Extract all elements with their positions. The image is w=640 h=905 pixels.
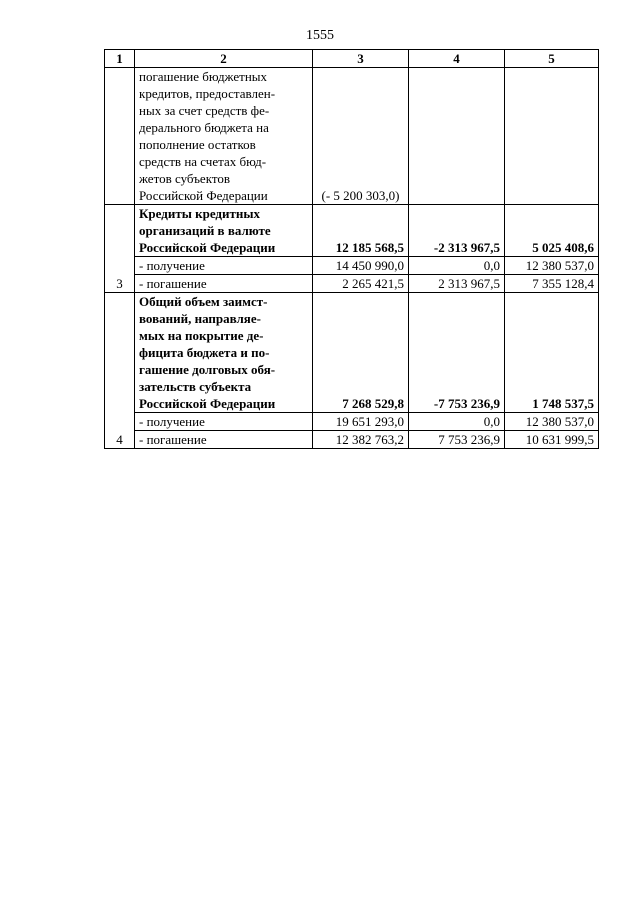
value-col-5: 1 748 537,5 bbox=[505, 293, 599, 413]
header-col-4: 4 bbox=[409, 50, 505, 68]
label-line: зательств субъекта bbox=[139, 379, 252, 394]
label-line: кредитов, предоставлен- bbox=[139, 86, 276, 101]
value-col-3: 19 651 293,0 bbox=[313, 413, 409, 431]
sub-row-label: - погашение bbox=[135, 275, 313, 293]
label-line: Российской Федерации bbox=[139, 240, 276, 255]
label-line: жетов субъектов bbox=[139, 171, 230, 186]
header-col-2: 2 bbox=[135, 50, 313, 68]
row-number bbox=[105, 68, 135, 205]
label-line: вований, направляе- bbox=[139, 311, 261, 326]
value-col-5: 12 380 537,0 bbox=[505, 413, 599, 431]
value-col-4: 7 753 236,9 bbox=[409, 431, 505, 449]
label-line: Общий объем заимст- bbox=[139, 294, 268, 309]
header-col-5: 5 bbox=[505, 50, 599, 68]
label-line: погашение бюджетных bbox=[139, 69, 268, 84]
label-line: мых на покрытие де- bbox=[139, 328, 264, 343]
row-number: 4 bbox=[105, 293, 135, 449]
value-col-5: 7 355 128,4 bbox=[505, 275, 599, 293]
label-line: Российской Федерации bbox=[139, 188, 268, 203]
row-number: 3 bbox=[105, 205, 135, 293]
value-col-3: 7 268 529,8 bbox=[313, 293, 409, 413]
label-line: Кредиты кредитных bbox=[139, 206, 261, 221]
sub-row-label: - получение bbox=[135, 257, 313, 275]
header-col-3: 3 bbox=[313, 50, 409, 68]
table-row-4-repayment bbox=[105, 431, 599, 449]
label-line: ных за счет средств фе- bbox=[139, 103, 270, 118]
table-row-4-receipt bbox=[105, 413, 599, 431]
table-row-3 bbox=[105, 205, 599, 257]
value-col-3: 14 450 990,0 bbox=[313, 257, 409, 275]
value-col-4: 0,0 bbox=[409, 413, 505, 431]
value-col-3: (- 5 200 303,0) bbox=[313, 68, 409, 205]
label-line: дерального бюджета на bbox=[139, 120, 269, 135]
sub-row-label: - получение bbox=[135, 413, 313, 431]
value-col-4 bbox=[409, 68, 505, 205]
row-label bbox=[135, 205, 313, 257]
row-label bbox=[135, 293, 313, 413]
label-line: Российской Федерации bbox=[139, 396, 276, 411]
table-row-continuation bbox=[105, 68, 599, 205]
value-col-4: 0,0 bbox=[409, 257, 505, 275]
page-number: 1555 bbox=[306, 28, 334, 43]
label-line: гашение долговых обя- bbox=[139, 362, 276, 377]
table-row-3-repayment bbox=[105, 275, 599, 293]
value-col-3: 12 185 568,5 bbox=[313, 205, 409, 257]
label-line: фицита бюджета и по- bbox=[139, 345, 270, 360]
value-col-4: -2 313 967,5 bbox=[409, 205, 505, 257]
value-col-3: 12 382 763,2 bbox=[313, 431, 409, 449]
row-label bbox=[135, 68, 313, 205]
value-col-5: 5 025 408,6 bbox=[505, 205, 599, 257]
value-col-4: -7 753 236,9 bbox=[409, 293, 505, 413]
budget-table bbox=[104, 49, 599, 449]
table-row-4 bbox=[105, 293, 599, 413]
value-col-5: 10 631 999,5 bbox=[505, 431, 599, 449]
label-line: пополнение остатков bbox=[139, 137, 256, 152]
table-row-3-receipt bbox=[105, 257, 599, 275]
label-line: организаций в валюте bbox=[139, 223, 271, 238]
value-col-5: 12 380 537,0 bbox=[505, 257, 599, 275]
value-col-4: 2 313 967,5 bbox=[409, 275, 505, 293]
sub-row-label: - погашение bbox=[135, 431, 313, 449]
value-col-3: 2 265 421,5 bbox=[313, 275, 409, 293]
table-header-row bbox=[105, 50, 599, 68]
label-line: средств на счетах бюд- bbox=[139, 154, 267, 169]
value-col-5 bbox=[505, 68, 599, 205]
header-col-1: 1 bbox=[105, 50, 135, 68]
